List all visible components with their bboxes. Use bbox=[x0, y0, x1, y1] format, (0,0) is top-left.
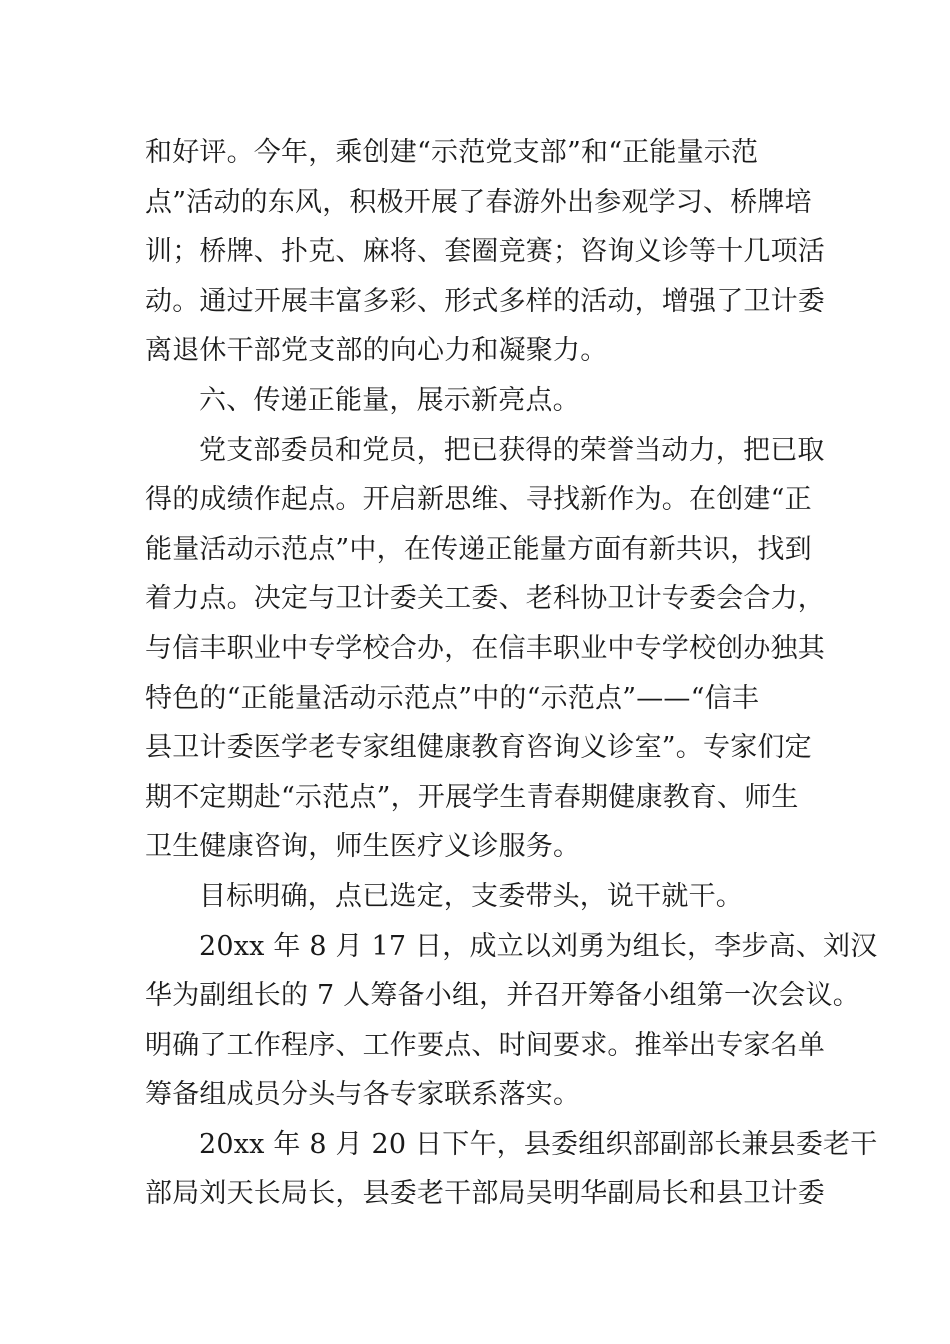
text-line: 20xx 年 8 月 17 日，成立以刘勇为组长，李步高、刘汉 bbox=[199, 930, 878, 962]
text-line: 县卫计委医学老专家组健康教育咨询义诊室”。专家们定 bbox=[145, 732, 812, 764]
text-line: 党支部委员和党员，把已获得的荣誉当动力，把已取 bbox=[199, 434, 825, 466]
text-line: 特色的“正能量活动示范点”中的“示范点”——“信丰 bbox=[145, 682, 760, 714]
text-line: 得的成绩作起点。开启新思维、寻找新作为。在创建“正 bbox=[145, 484, 812, 516]
text-line: 卫生健康咨询，师生医疗义诊服务。 bbox=[145, 831, 581, 863]
text-line: 明确了工作程序、工作要点、时间要求。推举出专家名单 bbox=[145, 1029, 825, 1061]
text-line: 六、传递正能量，展示新亮点。 bbox=[199, 384, 580, 416]
text-line: 20xx 年 8 月 20 日下午，县委组织部副部长兼县委老干 bbox=[199, 1128, 878, 1160]
text-line: 与信丰职业中专学校合办，在信丰职业中专学校创办独其 bbox=[145, 632, 825, 664]
text-line: 期不定期赴“示范点”，开展学生青春期健康教育、师生 bbox=[145, 781, 799, 813]
text-line: 能量活动示范点”中，在传递正能量方面有新共识，找到 bbox=[145, 533, 812, 565]
text-line: 训；桥牌、扑克、麻将、套圈竞赛；咨询义诊等十几项活 bbox=[145, 236, 825, 268]
text-line: 筹备组成员分头与各专家联系落实。 bbox=[145, 1079, 581, 1111]
text-line: 部局刘天长局长，县委老干部局吴明华副局长和县卫计委 bbox=[145, 1178, 825, 1210]
text-line: 离退休干部党支部的向心力和凝聚力。 bbox=[145, 335, 608, 367]
text-line: 目标明确，点已选定，支委带头，说干就干。 bbox=[199, 880, 743, 912]
text-line: 华为副组长的 7 人筹备小组，并召开筹备小组第一次会议。 bbox=[145, 980, 860, 1012]
text-line: 点”活动的东风，积极开展了春游外出参观学习、桥牌培 bbox=[145, 186, 812, 218]
text-line: 和好评。今年，乘创建“示范党支部”和“正能量示范 bbox=[145, 137, 759, 168]
text-line: 动。通过开展丰富多彩、形式多样的活动，增强了卫计委 bbox=[145, 285, 825, 317]
body-text bbox=[145, 128, 878, 1219]
text-line: 着力点。决定与卫计委关工委、老科协卫计专委会合力， bbox=[145, 583, 825, 615]
